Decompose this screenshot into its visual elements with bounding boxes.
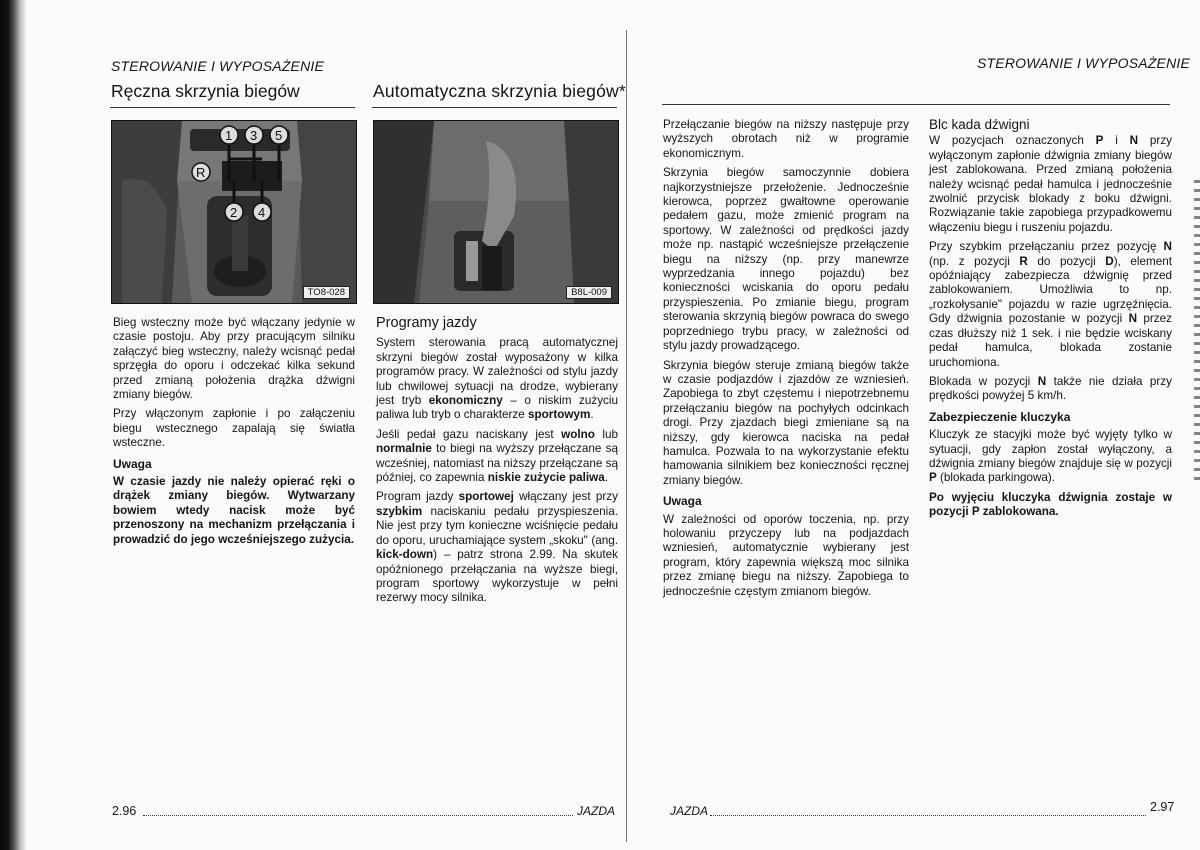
page-binding-shadow	[0, 0, 26, 850]
left-page-number: 2.96	[112, 804, 137, 818]
title-rule-2	[372, 107, 617, 108]
column-1-text	[113, 316, 355, 552]
warning-text-2: W zależności od oporów toczenia, np. przy holowaniu przyczepy lub na podjazdach wzniesień, automatycznie wybierany jest program, który zapewnia większą moc silnika przez zmianę biegu na niższy. Zapobiega to jednocześnie częstym zmianom biegów.	[663, 512, 909, 598]
right-page-number: 2.97	[1150, 800, 1175, 814]
callout-1: 1	[225, 128, 233, 143]
right-footer-rule	[710, 815, 1146, 816]
column-2-text	[376, 316, 618, 611]
warning-heading-2: Uwaga	[663, 494, 702, 509]
right-footer-label: JAZDA	[670, 804, 709, 818]
programs-paragraph-2: Jeśli pedał gazu naciskany jest wolno lub normalnie to biegi na wyższy przełączane są wcześniej, natomiast na niższy przełączane są później, co zapewnia niskie zużycie paliwa.	[376, 427, 618, 485]
lever-lock-paragraph-3: Blokada w pozycji N także nie działa przy prędkości powyżej 5 km/h.	[929, 374, 1172, 403]
callout-r: R	[196, 165, 206, 180]
automatic-shifter-illustration	[374, 121, 618, 303]
lever-lock-title: Blc kada dźwigni	[929, 117, 1030, 132]
column-3-text	[663, 118, 909, 604]
warning-heading-1: Uwaga	[113, 456, 152, 471]
manual-shifter-illustration	[112, 121, 356, 303]
callout-5: 5	[275, 128, 283, 143]
driving-programs-subtitle: Programy jazdy	[376, 315, 477, 331]
figure-code-1: TO8-028	[303, 286, 350, 299]
callout-4: 4	[258, 205, 266, 220]
hill-control-paragraph: Skrzynia biegów steruje zmianą biegów także w czasie podjazdów i zjazdów ze wzniesień. Zapobiega to zbyt częstemu i niepotrzebnemu przełączaniu biegów na pochyłych odcinkach drogi. Przy zjazdach biegi zmieniane są na niższy, gdy kierowca naciska na pedał hamulca. Pozwala to na wykorzystanie efektu hamowania silnikiem bez konieczności ręcznej zmiany biegów.	[663, 358, 909, 487]
left-footer-label: JAZDA	[577, 804, 616, 818]
manual-gearbox-title: Ręczna skrzynia biegów	[111, 81, 300, 101]
right-edge-marks	[1194, 180, 1200, 480]
programs-paragraph-1: System sterowania pracą automatycznej skrzyni biegów został wyposażony w kilka programów pracy. W zależności od stylu jazdy lub chwilowej sytuacji na drodze, wybierany jest tryb ekonomiczny – o niskim zużyciu paliwa lub tryb o charakterze sportowym.	[376, 336, 618, 422]
auto-select-paragraph: Skrzynia biegów samoczynnie dobiera najkorzystniejsze przełożenie. Jednocześnie kierowca, poprzez gwałtowne operowanie pedałem gazu, może zmienić program na sportowy. W zależności od prędkości jazdy może np. nastąpić wcześniejsze przełączenie biegu na niższy (np. przy manewrze wyprzedzania innego pojazdu) bez konieczności wciskania do oporu pedału przyspieszenia. Po zmianie biegu, program sterowania skrzynią biegów powraca do swego poprzedniego trybu pracy, w zależności od stylu jazdy prowadzącego.	[663, 166, 909, 353]
left-footer-rule	[143, 815, 573, 816]
downshift-paragraph: Przełączanie biegów na niższy następuje przy wyższych obrotach niż w programie ekonomicznym.	[663, 118, 909, 160]
title-rule-1	[110, 107, 355, 108]
page-fold-line	[626, 30, 627, 842]
column-4-text	[929, 118, 1172, 525]
automatic-gearbox-title: Automatyczna skrzynia biegów*	[373, 81, 626, 101]
key-lock-paragraph-1: Kluczyk ze stacyjki może być wyjęty tylko w sytuacji, gdy zapłon został wyłączony, a dźwignia zmiany biegów znajduje się w pozycji P (blokada parkingowa).	[929, 428, 1172, 485]
warning-text-1: W czasie jazdy nie należy opierać ręki o drążek zmiany biegów. Wytwarzany bowiem wtedy nacisk może być przenoszony na mechanizm przełączania i prowadzić do jego wcześniejszego zużycia.	[113, 475, 355, 546]
key-lock-paragraph-2: Po wyjęciu kluczyka dźwignia zostaje w pozycji P zablokowana.	[929, 490, 1172, 519]
automatic-shifter-figure	[373, 120, 619, 304]
callout-2: 2	[230, 205, 238, 220]
right-page-rule	[662, 104, 1170, 105]
lever-lock-paragraph-1: W pozycjach oznaczonych P i N przy wyłączonym zapłonie dźwignia zmiany biegów jest zablokowana. Przed zmianą położenia należy wcisnąć pedał hamulca i jednocześnie zwolnić przycisk blokady z boku dźwigni. Rozwiązanie takie zapobiega przypadkowemu włączeniu biegu i ruszeniu pojazdu.	[929, 134, 1173, 234]
manual-shifter-figure	[111, 120, 357, 304]
reverse-gear-paragraph: Bieg wsteczny może być włączany jedynie w czasie postoju. Aby przy pracującym silniku załączyć bieg wsteczny, należy wcisnąć pedał sprzęgła do oporu i odczekać kilka sekund przed zmianą położenia drążka dźwigni zmiany biegów.	[113, 316, 355, 402]
callout-3: 3	[250, 128, 258, 143]
reverse-lights-paragraph: Przy włączonym zapłonie i po załączeniu biegu wstecznego zapalają się światła wsteczne.	[113, 407, 355, 450]
key-lock-heading: Zabezpieczenie kluczyka	[929, 409, 1071, 424]
lever-lock-paragraph-2: Przy szybkim przełączaniu przez pozycję N (np. z pozycji R do pozycji D), element opóźniający zabezpiecza dźwignię przed zablokowaniem. Umożliwia to np. „rozkołysanie" pojazdu w razie ugrzęźnięcia. Gdy dźwignia pozostanie w pozycji N przez czas dłuższy niż 1 sek. i nie będzie wciskany pedał hamulca, blokada zostanie uruchomiona.	[929, 240, 1173, 369]
figure-code-2: B8L-009	[566, 286, 612, 299]
left-section-header: STEROWANIE I WYPOSAŻENIE	[111, 58, 325, 74]
right-section-header: STEROWANIE I WYPOSAŻENIE	[977, 55, 1191, 71]
programs-paragraph-3: Program jazdy sportowej włączany jest przy szybkim naciskaniu pedału przyspieszenia. Nie jest przy tym konieczne wciśnięcie pedału do oporu, uruchamiające system „skoku" (ang. kick-down) – patrz strona 2.99. Na skutek opóźnionego przełączania na wyższe biegi, program sportowy wykorzystuje w pełni rezerwy mocy silnika.	[376, 490, 618, 605]
